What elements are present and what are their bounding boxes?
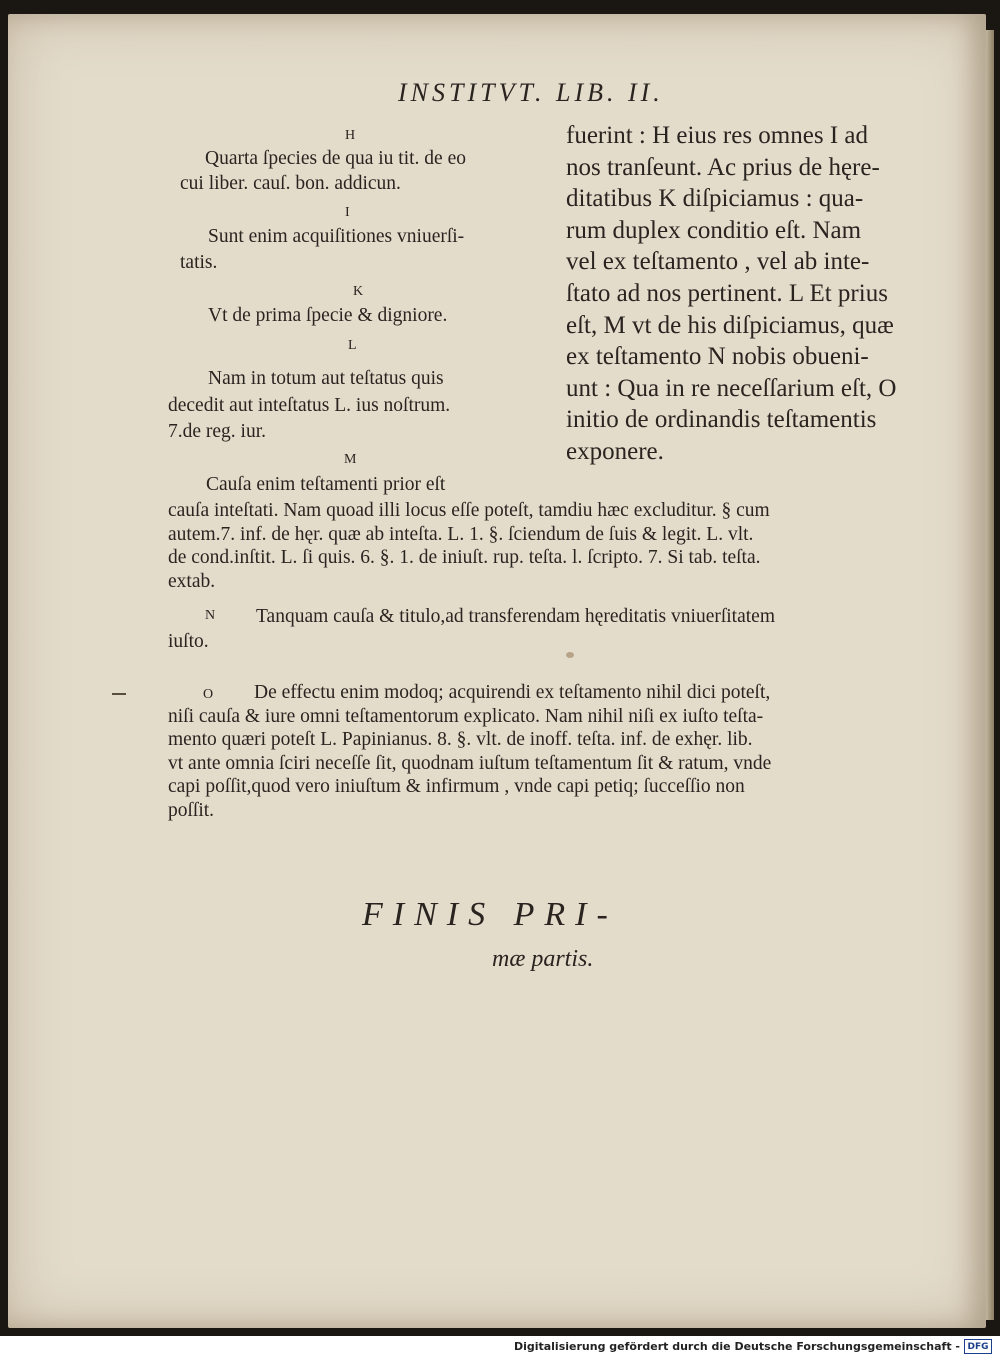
note-k-sigla: K bbox=[353, 284, 365, 299]
note-line: vt ante omnia ſciri neceſſe ſit, quodnam iuſtum teſtamentum ſit & ratum, vnde bbox=[168, 752, 772, 774]
note-n-line-2: iuſto. bbox=[168, 631, 209, 652]
note-m-continuation bbox=[168, 499, 770, 593]
note-line: poſſit. bbox=[168, 799, 215, 821]
note-line: autem.7. inf. de hęr. quæ ab inteſta. L. 1. §. ſciendum de ſuis & legit. L. vlt. bbox=[168, 523, 754, 545]
note-line: extab. bbox=[168, 570, 216, 592]
note-line: cauſa inteſtati. Nam quoad illi locus eſſe poteſt, tamdiu hæc excluditur. § cum bbox=[168, 500, 770, 521]
main-text-column bbox=[566, 120, 896, 468]
main-line: unt : Qua in re neceſſarium eſt, O bbox=[566, 374, 897, 402]
main-line: ſtato ad nos pertinent. L Et prius bbox=[566, 279, 888, 307]
note-o-sigla: O bbox=[203, 687, 215, 702]
main-line: eſt, M vt de his diſpiciamus, quæ bbox=[566, 311, 894, 339]
note-i-sigla: I bbox=[345, 205, 351, 220]
main-line: ex teſtamento N nobis obueni- bbox=[566, 343, 869, 371]
note-h-sigla: H bbox=[345, 128, 357, 143]
note-l-line-2: decedit aut inteſtatus L. ius noſtrum. bbox=[168, 395, 451, 416]
note-line: De effectu enim modoq; acquirendi ex teſtamento nihil dici poteſt, bbox=[254, 682, 771, 703]
note-k-line-1: Vt de prima ſpecie & digniore. bbox=[208, 305, 448, 326]
note-i-line-2: tatis. bbox=[180, 252, 218, 273]
footer-bar bbox=[0, 1336, 1000, 1359]
note-l-sigla: L bbox=[348, 338, 358, 353]
dfg-logo-icon: DFG bbox=[964, 1339, 992, 1354]
note-h-line-2: cui liber. cauſ. bon. addicun. bbox=[180, 173, 401, 194]
note-l-line-1: Nam in totum aut teſtatus quis bbox=[208, 368, 444, 389]
note-n-line-1: Tanquam cauſa & titulo,ad transferendam hęreditatis vniuerſitatem bbox=[256, 606, 775, 627]
note-line: mento quæri poteſt L. Papinianus. 8. §. vlt. de inoff. teſta. inf. de exhęr. lib. bbox=[168, 729, 753, 750]
note-m-sigla: M bbox=[344, 452, 358, 467]
note-l-line-3: 7.de reg. iur. bbox=[168, 421, 267, 442]
main-line: fuerint : H eius res omnes I ad bbox=[566, 122, 869, 149]
note-i-line-1: Sunt enim acquiſitiones vniuerſi- bbox=[208, 226, 465, 247]
note-n-sigla: N bbox=[205, 608, 217, 623]
note-m-line-1: Cauſa enim teſtamenti prior eſt bbox=[206, 474, 446, 495]
running-head: INSTITVT. LIB. II. bbox=[398, 78, 664, 107]
main-line: ditatibus K diſpiciamus : qua- bbox=[566, 185, 864, 213]
main-line: exponere. bbox=[566, 437, 664, 465]
note-line: de cond.inſtit. L. ſi quis. 6. §. 1. de iniuſt. rup. teſta. l. ſcripto. 7. Si tab. teſta. bbox=[168, 547, 761, 568]
main-line: nos tranſeunt. Ac prius de hęre- bbox=[566, 153, 880, 181]
note-line: niſi cauſa & iure omni teſtamentorum explicato. Nam nihil niſi ex iuſto teſta- bbox=[168, 705, 764, 727]
note-o-block bbox=[168, 681, 771, 822]
finis-subtitle: mæ partis. bbox=[492, 946, 594, 972]
main-line: rum duplex conditio eſt. Nam bbox=[566, 216, 862, 244]
footer-credit: Digitalisierung gefördert durch die Deutsche Forschungsgemeinschaft - bbox=[513, 1340, 960, 1353]
note-line: capi poſſit,quod vero iniuſtum & infirmum , vnde capi petiq; ſucceſſio non bbox=[168, 776, 745, 797]
main-line: initio de ordinandis teſtamentis bbox=[566, 406, 877, 434]
finis-title: FINIS PRI- bbox=[362, 896, 618, 933]
note-h-line-1: Quarta ſpecies de qua iu tit. de eo bbox=[205, 148, 466, 169]
margin-dash bbox=[112, 693, 126, 695]
main-line: vel ex teſtamento , vel ab inte- bbox=[566, 248, 870, 276]
ink-spot bbox=[566, 652, 574, 658]
